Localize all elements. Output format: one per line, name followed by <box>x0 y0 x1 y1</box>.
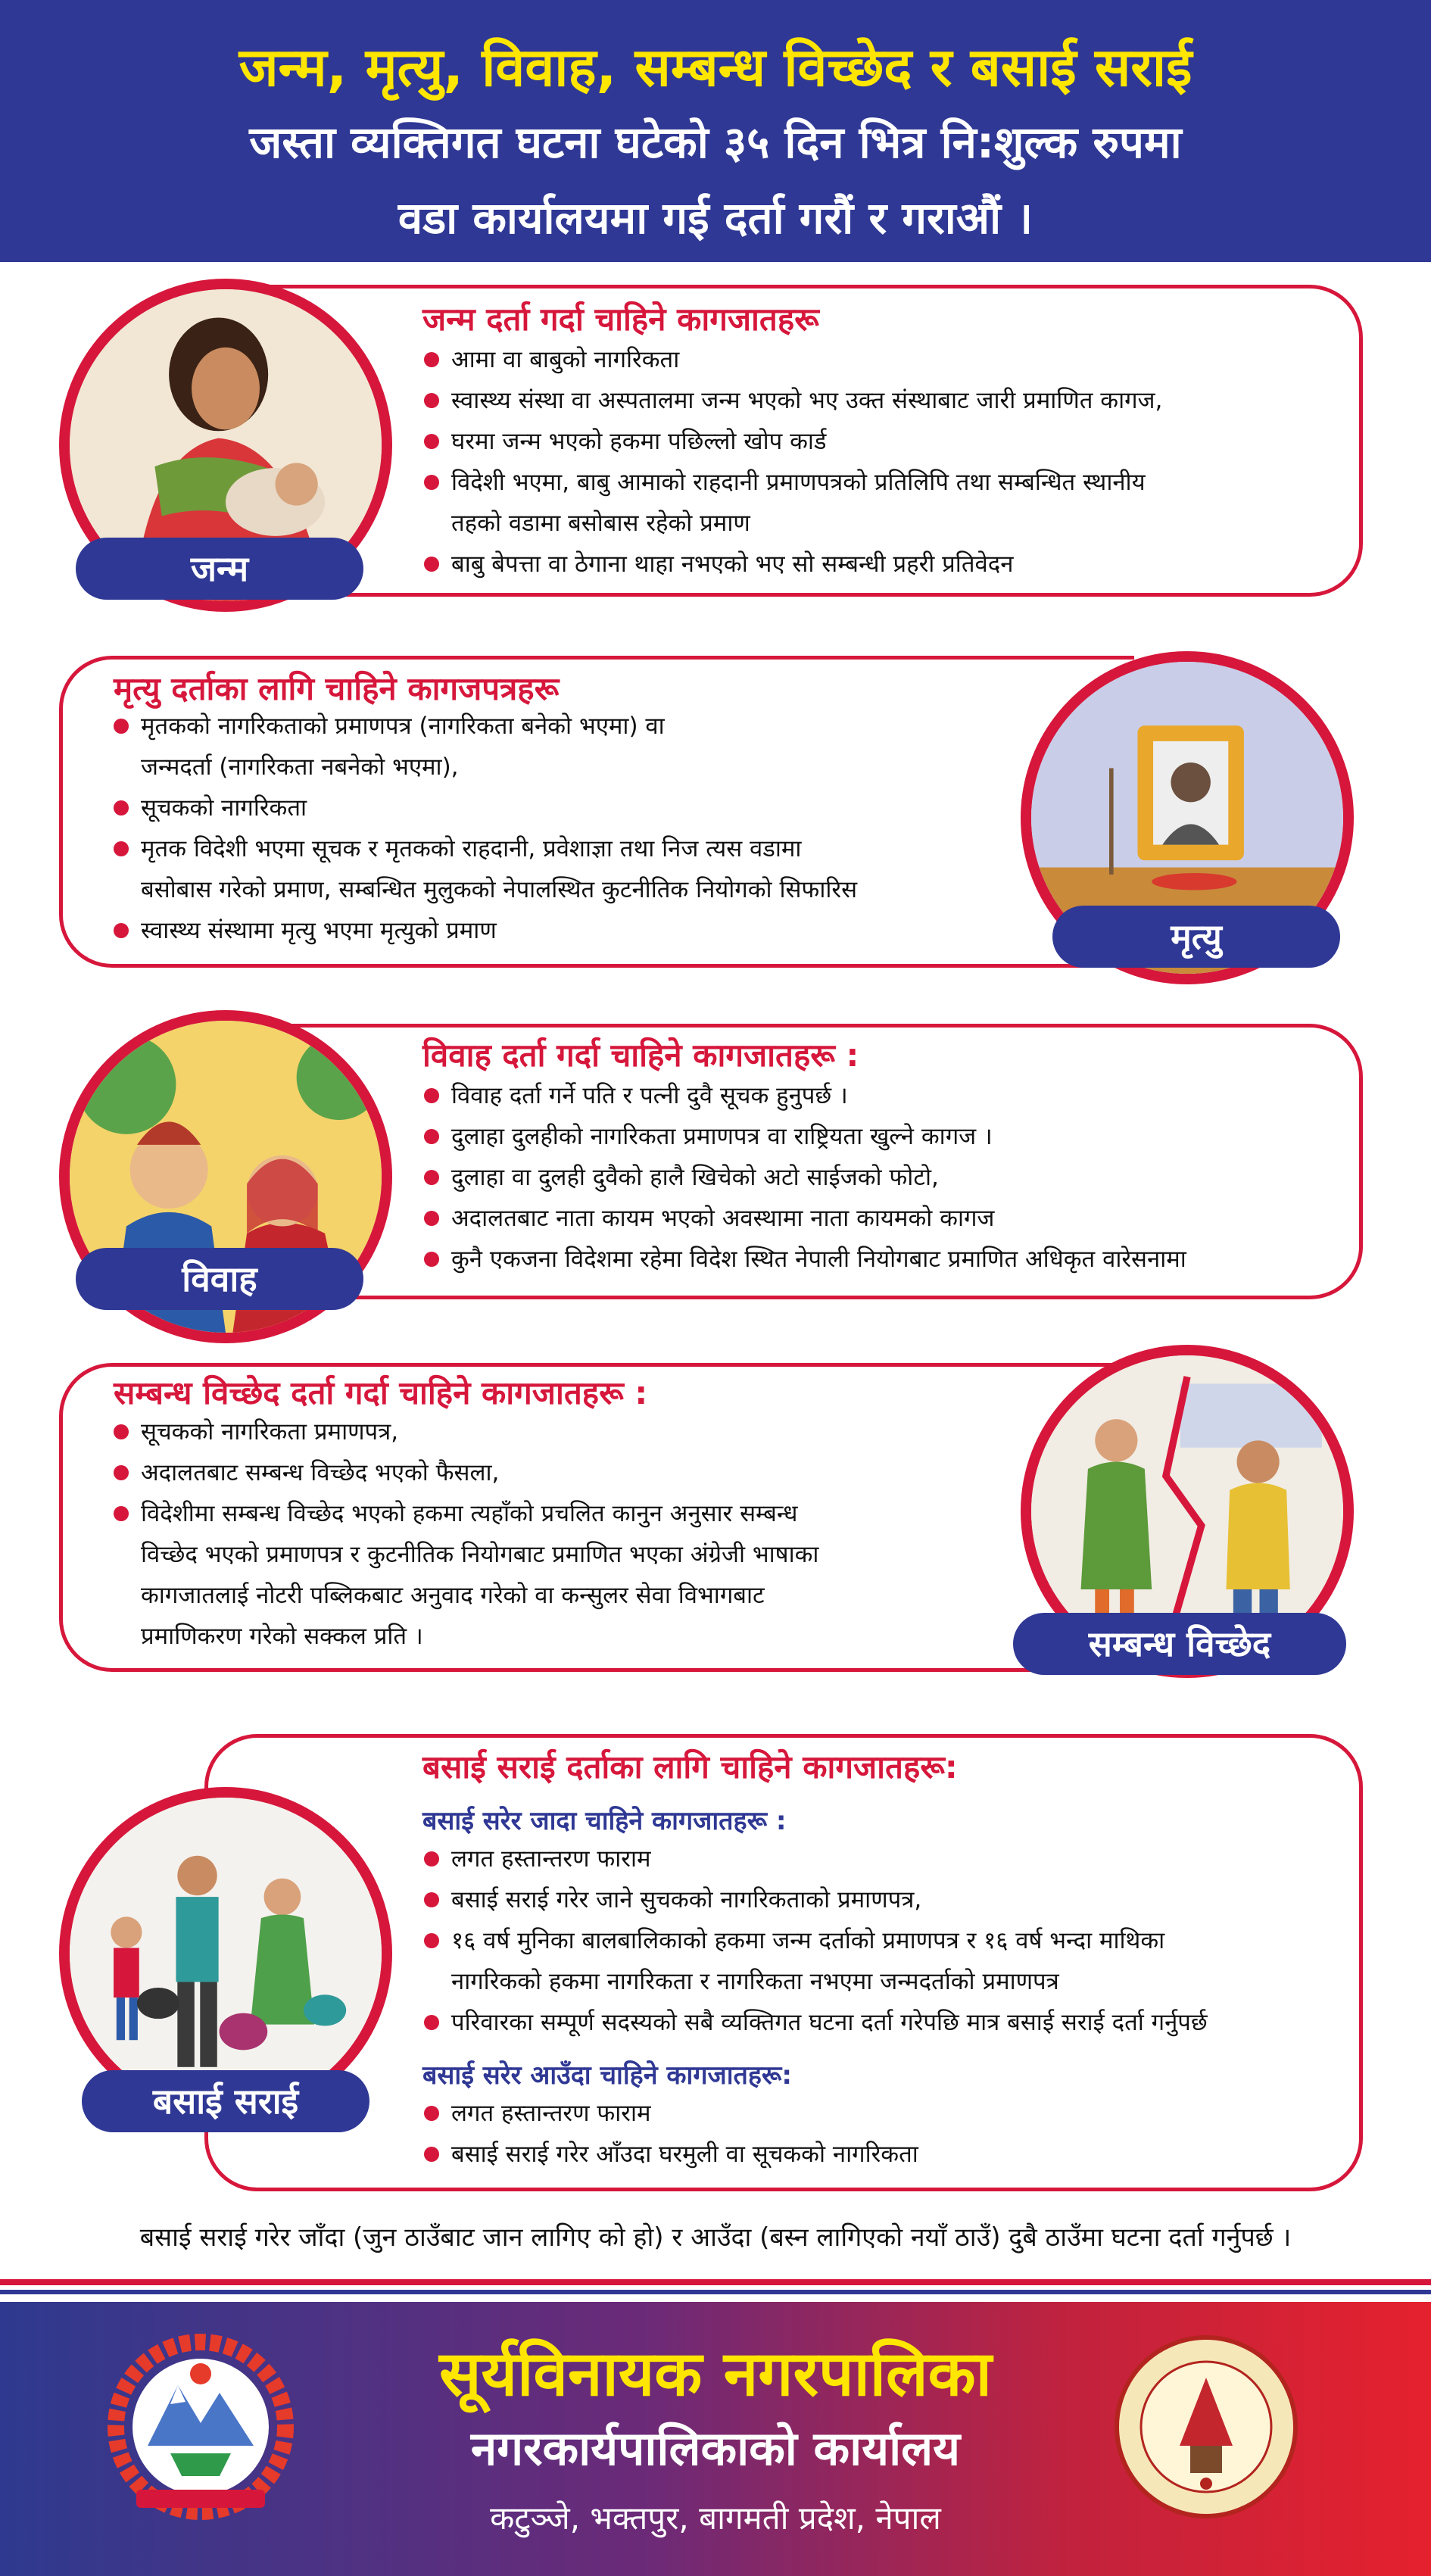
list-item: विवाह दर्ता गर्ने पति र पत्नी दुवै सूचक हुनुपर्छ । <box>421 1075 1186 1116</box>
migration-out-list <box>421 1838 1208 2043</box>
list-item-continuation: जन्मदर्ता (नागरिकता नबनेको भएमा), <box>141 753 459 781</box>
list-item: बसाई सराई गरेर जाने सुचकको नागरिकताको प्रमाणपत्र, <box>421 1879 1208 1920</box>
migration-in-subtitle: बसाई सरेर आउँदा चाहिने कागजातहरू: <box>422 2060 792 2091</box>
list-item: दुलाहा दुलहीको नागरिकता प्रमाणपत्र वा राष्ट्रियता खुल्ने कागज । <box>421 1116 1186 1157</box>
migration-section-title: बसाई सराई दर्ताका लागि चाहिने कागजातहरू: <box>422 1748 958 1785</box>
marriage-section-title: विवाह दर्ता गर्दा चाहिने कागजातहरू : <box>422 1037 859 1074</box>
list-item: आमा वा बाबुको नागरिकता <box>421 339 1162 380</box>
header-subtitle: जस्ता व्यक्तिगत घटना घटेको ३५ दिन भित्र नि:शुल्क रुपमा <box>249 117 1182 168</box>
footnote: बसाई सराई गरेर जाँदा (जुन ठाउँबाट जान लागिए को हो) र आउँदा (बस्न लागिएको नयाँ ठाउँ) दुबै ठाउँमा घटना दर्ता गर्नुपर्छ । <box>139 2222 1292 2253</box>
list-item-continuation: बसोबास गरेको प्रमाण, सम्बन्धित मुलुकको नेपालस्थित कुटनीतिक नियोगको सिफारिस <box>141 876 858 903</box>
death-section-title: मृत्यु दर्ताका लागि चाहिने कागजपत्रहरू <box>114 670 560 707</box>
header-title: जन्म, मृत्यु, विवाह, सम्बन्ध विच्छेद र बसाई सराई <box>238 36 1192 98</box>
marriage-requirements-list <box>421 1075 1186 1280</box>
list-item: बाबु बेपत्ता वा ठेगाना थाहा नभएको भए सो सम्बन्धी प्रहरी प्रतिवेदन <box>421 544 1162 585</box>
list-item: विदेशीमा सम्बन्ध विच्छेद भएको हकमा त्यहाँको प्रचलित कानुन अनुसार सम्बन्ध <box>111 1493 818 1534</box>
list-item: सूचकको नागरिकता प्रमाणपत्र, <box>111 1411 818 1452</box>
list-item-continuation: नागरिकको हकमा नागरिकता र नागरिकता नभएमा जन्मदर्ताको प्रमाणपत्र <box>451 1968 1059 1995</box>
list-item: लगत हस्तान्तरण फाराम <box>421 1838 1208 1879</box>
list-item: अदालतबाट सम्बन्ध विच्छेद भएको फैसला, <box>111 1452 818 1493</box>
migration-label: बसाई सराई <box>82 2070 369 2132</box>
list-item: घरमा जन्म भएको हकमा पछिल्लो खोप कार्ड <box>421 421 1162 462</box>
divorce-section-title: सम्बन्ध विच्छेद दर्ता गर्दा चाहिने कागजातहरू : <box>114 1374 648 1411</box>
municipality-seal-icon <box>1111 2332 1301 2521</box>
list-item: मृतकको नागरिकताको प्रमाणपत्र (नागरिकता बनेको भएमा) वा <box>111 706 857 747</box>
office-name: नगरकार्यपालिकाको कार्यालय <box>470 2421 961 2476</box>
migrating-family-image <box>70 1798 382 2110</box>
divider <box>0 2290 1431 2294</box>
divorce-requirements-list <box>111 1411 818 1657</box>
list-item: अदालतबाट नाता कायम भएको अवस्थामा नाता कायमको कागज <box>421 1198 1186 1239</box>
birth-requirements-list <box>421 339 1162 585</box>
list-item: विदेशी भएमा, बाबु आमाको राहदानी प्रमाणपत्रको प्रतिलिपि तथा सम्बन्धित स्थानीय <box>421 462 1162 503</box>
header-banner <box>0 0 1431 262</box>
header-subtitle-2: वडा कार्यालयमा गई दर्ता गरौं र गराऔं । <box>398 192 1034 244</box>
list-item-continuation: प्रमाणिकरण गरेको सक्कल प्रति । <box>141 1623 423 1650</box>
list-item: लगत हस्तान्तरण फाराम <box>421 2093 918 2134</box>
divider <box>0 2279 1431 2285</box>
migration-out-subtitle: बसाई सरेर जादा चाहिने कागजातहरू : <box>422 1806 787 1836</box>
list-item: स्वास्थ्य संस्थामा मृत्यु भएमा मृत्युको प्रमाण <box>111 910 857 951</box>
list-item: सूचकको नागरिकता <box>111 787 857 828</box>
migration-in-list <box>421 2093 918 2175</box>
list-item-continuation: तहको वडामा बसोबास रहेको प्रमाण <box>451 510 750 537</box>
municipality-name: सूर्यविनायक नगरपालिका <box>439 2338 992 2410</box>
list-item-continuation: विच्छेद भएको प्रमाणपत्र र कुटनीतिक नियोगबाट प्रमाणित भएका अंग्रेजी भाषाका <box>141 1541 819 1568</box>
list-item: दुलाहा वा दुलही दुवैको हालै खिचेको अटो साईजको फोटो, <box>421 1157 1186 1198</box>
list-item-continuation: कागजातलाई नोटरी पब्लिकबाट अनुवाद गरेको वा कन्सुलर सेवा विभागबाट <box>141 1582 765 1609</box>
list-item: बसाई सराई गरेर आँउदा घरमुली वा सूचकको नागरिकता <box>421 2134 918 2175</box>
footer-banner <box>0 2302 1431 2576</box>
birth-section-title: जन्म दर्ता गर्दा चाहिने कागजातहरू <box>422 301 819 338</box>
list-item: कुनै एकजना विदेशमा रहेमा विदेश स्थित नेपाली नियोगबाट प्रमाणित अधिकृत वारेसनामा <box>421 1239 1186 1280</box>
list-item: परिवारका सम्पूर्ण सदस्यको सबै व्यक्तिगत घटना दर्ता गरेपछि मात्र बसाई सराई दर्ता गर्नुपर्छ <box>421 2002 1208 2043</box>
marriage-label: विवाह <box>76 1248 363 1310</box>
list-item: मृतक विदेशी भएमा सूचक र मृतकको राहदानी, प्रवेशाज्ञा तथा निज त्यस वडामा <box>111 828 857 869</box>
list-item: १६ वर्ष मुनिका बालबालिकाको हकमा जन्म दर्ताको प्रमाणपत्र र १६ वर्ष भन्दा माथिका <box>421 1920 1208 1961</box>
list-item: स्वास्थ्य संस्था वा अस्पतालमा जन्म भएको भए उक्त संस्थाबाट जारी प्रमाणित कागज, <box>421 380 1162 421</box>
death-label: मृत्यु <box>1052 906 1340 968</box>
birth-label: जन्म <box>76 538 363 600</box>
divorce-label: सम्बन्ध विच्छेद <box>1013 1613 1346 1675</box>
office-address: कटुञ्जे, भक्तपुर, बागमती प्रदेश, नेपाल <box>490 2500 941 2537</box>
death-requirements-list <box>111 706 857 951</box>
